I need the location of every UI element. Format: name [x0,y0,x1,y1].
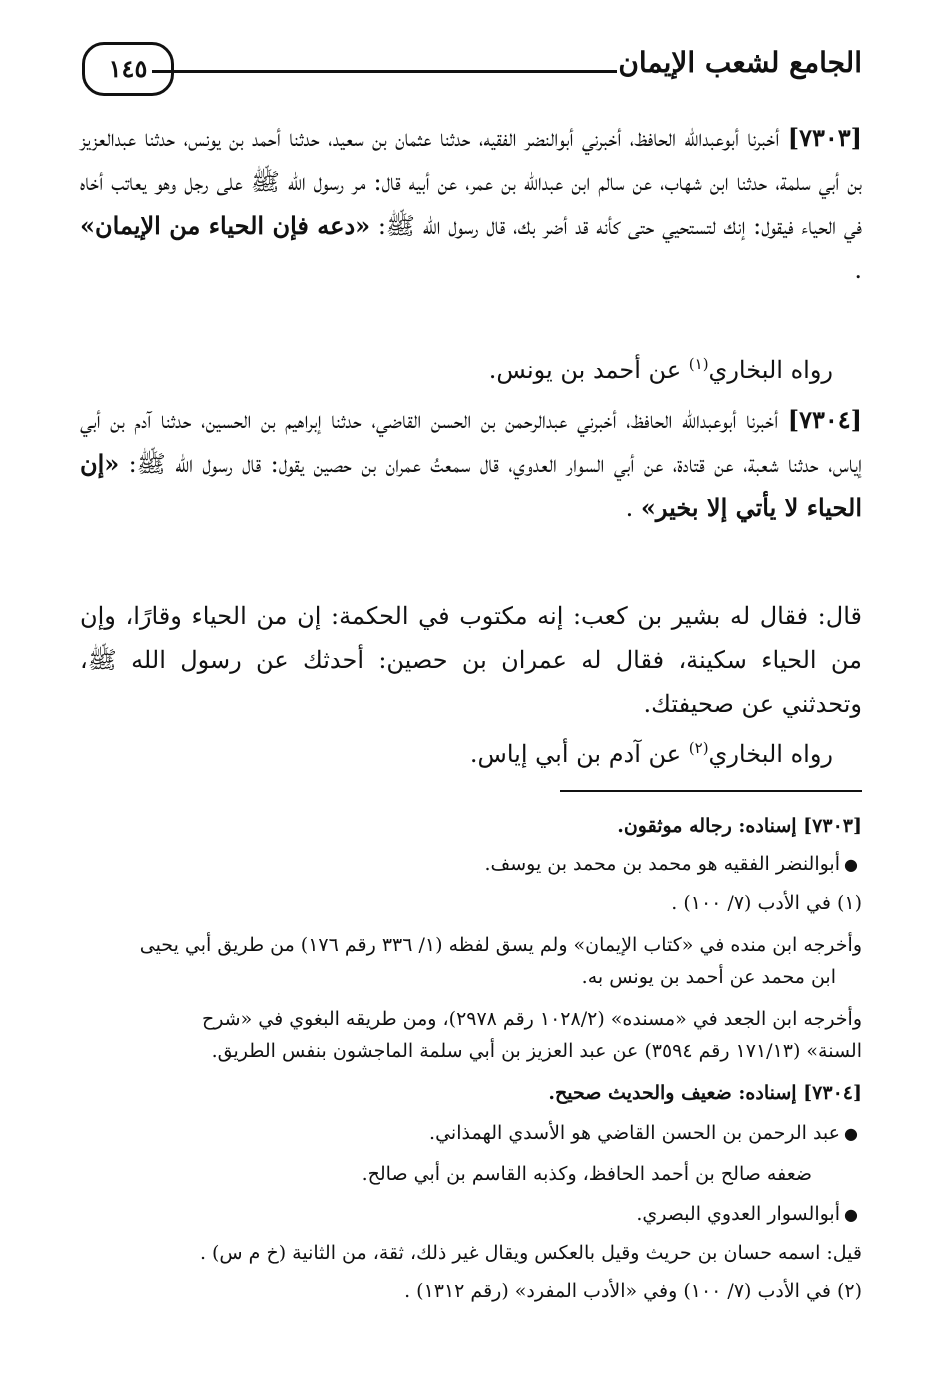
footnote-line: وأخرجه ابن منده في «كتاب الإيمان» ولم يسق لفظه (١/ ٣٣٦ رقم ١٧٦) من طريق أبي يحيى [139,934,862,956]
qala-paragraph: قال: فقال له بشير بن كعب: إنه مكتوب في الحكمة: إن من الحياء وقارًا، وإن من الحياء سكينة، فقال له عمران بن حصين: أحدثك عن رسول الله ﷺ، وتحدثني عن صحيفتك. [80,602,862,718]
footnote-bullet-line [80,1198,862,1231]
riwaya-pre: رواه البخاري [708,740,833,768]
hadith-7303 [80,116,862,292]
hadith-number: [٧٣٠٤] [787,405,862,434]
footnote-7304-heading [80,1077,862,1109]
running-title: الجامع لشعب الإيمان [618,46,862,79]
footnote-7303-heading [80,810,862,842]
riwaya-pre: رواه البخاري [708,356,833,384]
bullet-icon: ● [844,1205,858,1224]
footnote-text: عبد الرحمن بن الحسن القاضي هو الأسدي الهمذاني. [429,1122,840,1144]
footnote-ref-2: (٢) [688,739,709,757]
footnote-separator [560,790,862,792]
riwaya-bukhari-2 [470,732,833,776]
footnote-heading-text: إسناده: رجاله موثقون. [617,815,804,837]
footnote-line: قيل: اسمه حسان بن حريث وقيل بالعكس ويقال غير ذلك، ثقة، من الثانية (خ م س) . [199,1242,862,1264]
footnote-2: (٢) في الأدب (٧/ ١٠٠) وفي «الأدب المفرد» (رقم ١٣١٢) . [404,1280,862,1302]
hadith-number: [٧٣٠٣] [787,123,862,152]
riwaya-post: عن آدم بن أبي إياس. [469,740,689,768]
footnote-number: [٧٣٠٣] [803,815,862,837]
footnote-number: [٧٣٠٤] [803,1082,862,1104]
hadith-end: . [854,256,862,284]
footnote-1: (١) في الأدب (٧/ ١٠٠) . [671,892,862,914]
hadith-7304 [80,398,862,530]
page-number: ١٤٥ [82,42,174,96]
footnote-line: ابن محمد عن أحمد بن يونس به. [581,966,836,988]
footnote-bullet-line [80,848,862,881]
footnote-line: السنة» (١٧١/١٣ رقم ٣٥٩٤) عن عبد العزيز بن أبي سلمة الماجشون بنفس الطريق. [211,1040,862,1062]
header-rule [152,70,617,73]
hadith-text: أخبرنا أبوعبدالله الحافظ، أخبرني عبدالرحمن بن الحسن القاضي، حدثنا إبراهيم بن الحسين، حدثنا آدم بن أبي إياس، حدثنا شعبة، عن قتادة، عن أبي السوار العدوي، قال سمعتُ عمران بن حصين يقول: قال رسول الله ﷺ: [80,406,862,478]
footnote-heading-text: إسناده: ضعيف والحديث صحيح. [548,1082,804,1104]
footnote-text: أبوالنضر الفقيه هو محمد بن محمد بن يوسف. [484,853,840,875]
footnote-text: أبوالسوار العدوي البصري. [636,1203,840,1225]
footnote-bullet-line [80,1117,862,1150]
riwaya-bukhari-1 [489,348,833,392]
riwaya-post: عن أحمد بن يونس. [488,356,689,384]
footnotes [80,810,862,1307]
hadith-quote: «إن الحياء لا يأتي إلا بخير» [80,449,862,522]
footnote-ref-1: (١) [688,355,709,373]
footnote-line: وأخرجه ابن الجعد في «مسنده» (١٠٢٨/٢ رقم ٢٩٧٨)، ومن طريقه البغوي في «شرح [201,1008,862,1030]
hadith-text: أخبرنا أبوعبدالله الحافظ، أخبرني أبوالنضر الفقيه، حدثنا عثمان بن سعيد، حدثنا أحمد بن يونس، حدثنا عبدالعزيز بن أبي سلمة، حدثنا ابن شهاب، عن سالم ابن عبدالله بن عمر، عن أبيه قال: مر رسول الله ﷺ على رجل وهو يعاتب أخاه في الحياء فيقول: إنك لتستحيي حتى كأنه قد أضر بك، قال رسول الله ﷺ: [80,124,862,240]
page-header [82,40,862,100]
footnote-line: ضعفه صالح بن أحمد الحافظ، وكذبه القاسم بن أبي صالح. [361,1163,812,1185]
hadith-end: . [625,494,641,522]
bullet-icon: ● [844,855,858,874]
hadith-quote: «دعه فإن الحياء من الإيمان» [80,211,371,240]
bullet-icon: ● [844,1124,858,1143]
